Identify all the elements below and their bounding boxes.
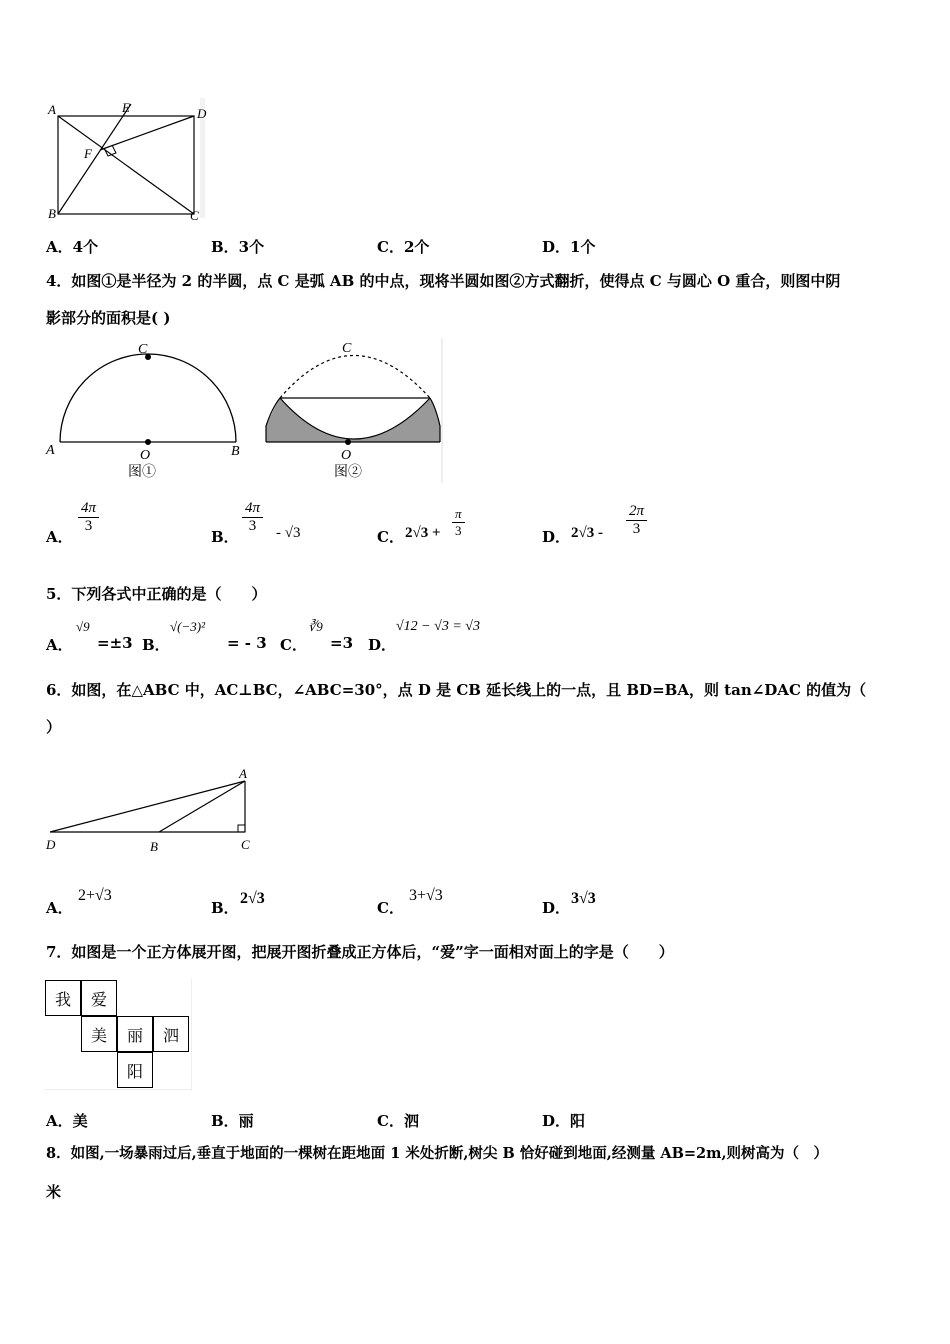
q4-option-b[interactable]: B．	[211, 528, 239, 546]
q6-option-a[interactable]: A．	[46, 899, 73, 917]
frac-den: 3	[84, 518, 93, 534]
q4-option-d-fraction	[626, 503, 647, 538]
label-c: C	[190, 208, 199, 223]
q4-option-c-head: 2√3 +	[405, 525, 441, 541]
frac-den: 3	[248, 518, 257, 534]
q4-stem-line1: 4．如图①是半径为 2 的半圆，点 C 是弧 AB 的中点，现将半圆如图②方式翻折，使得点 C 与圆心 O 重合，则图中阴	[46, 272, 841, 290]
cube-face-4: 丽	[117, 1016, 153, 1052]
q6-stem-line2: ）	[46, 718, 62, 736]
q6-triangle-figure	[40, 762, 270, 862]
q5-option-c[interactable]: C．	[280, 636, 307, 654]
q6-label-c: C	[241, 837, 250, 852]
fig2-label-c: C	[342, 341, 352, 356]
q6-option-d-expr: 3√3	[571, 890, 596, 907]
q7-cube-net	[44, 978, 192, 1090]
label-b: B	[48, 206, 56, 221]
label-a: A	[48, 102, 56, 117]
q3-option-d[interactable]: D．1个	[542, 238, 596, 256]
q5-option-c-result: =3	[330, 634, 354, 652]
q7-stem: 7．如图是一个正方体展开图，把展开图折叠成正方体后，“爱”字一面相对面上的字是（ ）	[46, 943, 674, 961]
q3-option-c[interactable]: C．2个	[377, 238, 430, 256]
q5-option-b[interactable]: B．	[142, 636, 170, 654]
q5-option-d-expr: √12 − √3 = √3	[396, 619, 480, 634]
q7-option-d[interactable]: D．阳	[542, 1112, 586, 1130]
fig1-caption: 图①	[128, 465, 156, 480]
q7-option-c[interactable]: C．泗	[377, 1112, 419, 1130]
q6-label-d: D	[46, 837, 56, 852]
fig1-label-a: A	[46, 443, 55, 458]
q4-option-c-fraction	[452, 506, 465, 539]
q5-option-a[interactable]: A．	[46, 636, 73, 654]
cube-face-ai: 爱	[81, 980, 117, 1016]
q4-figure-2-folded-semicircle	[258, 338, 448, 483]
fig1-label-c: C	[138, 342, 148, 357]
q3-rectangle-figure	[40, 98, 220, 228]
q7-option-b[interactable]: B．丽	[211, 1112, 254, 1130]
q4-option-b-fraction	[242, 500, 263, 535]
cube-face-3: 美	[81, 1016, 117, 1052]
fig1-label-b: B	[231, 444, 240, 459]
q5-option-a-result: =±3	[97, 634, 133, 652]
frac-num: 2π	[626, 503, 647, 521]
q5-option-c-expr: ∛9	[308, 619, 323, 634]
q5-option-b-result: = - 3	[227, 634, 267, 652]
q6-option-a-expr: 2+√3	[78, 887, 112, 904]
frac-num: 4π	[78, 500, 99, 518]
q4-option-d-head: 2√3 -	[571, 525, 603, 541]
fig1-label-o: O	[140, 448, 151, 463]
frac-den: 3	[455, 523, 462, 538]
q6-option-b-expr: 2√3	[240, 890, 265, 907]
fig2-label-o: O	[341, 448, 352, 463]
q3-option-b[interactable]: B．3个	[211, 238, 265, 256]
q4-option-b-tail: - √3	[276, 525, 301, 541]
q4-stem-line2: 影部分的面积是( )	[46, 309, 171, 327]
q4-option-a-fraction	[78, 500, 99, 535]
cube-face-5: 泗	[153, 1016, 189, 1052]
q7-option-a[interactable]: A．美	[46, 1112, 88, 1130]
q4-option-d[interactable]: D．	[542, 528, 571, 546]
q3-option-a[interactable]: A．4个	[46, 238, 99, 256]
cube-face-1: 我	[45, 980, 81, 1016]
q6-stem-line1: 6．如图，在△ABC 中，AC⊥BC，∠ABC=30°，点 D 是 CB 延长线上的一点，且 BD=BA，则 tan∠DAC 的值为（	[46, 681, 867, 699]
q6-label-b: B	[150, 839, 158, 854]
q5-option-b-expr: √(−3)²	[170, 619, 205, 634]
q5-option-d[interactable]: D．	[368, 636, 397, 654]
q6-label-a: A	[239, 766, 247, 781]
q5-stem: 5．下列各式中正确的是（ ）	[46, 585, 267, 603]
q6-option-d[interactable]: D．	[542, 899, 571, 917]
frac-num: 4π	[242, 500, 263, 518]
label-f: F	[84, 146, 92, 161]
q4-option-a[interactable]: A．	[46, 528, 73, 546]
label-e: E	[122, 100, 130, 115]
q4-figure-1-semicircle	[40, 338, 250, 483]
frac-den: 3	[632, 521, 641, 537]
q6-option-b[interactable]: B．	[211, 899, 239, 917]
q5-option-a-expr: √9	[76, 619, 90, 634]
q8-stem-line2: 米	[46, 1183, 62, 1201]
cube-face-6: 阳	[117, 1052, 153, 1088]
q6-option-c[interactable]: C．	[377, 899, 404, 917]
frac-num: π	[452, 506, 465, 523]
q4-option-c[interactable]: C．	[377, 528, 404, 546]
q8-stem-line1: 8．如图,一场暴雨过后,垂直于地面的一棵树在距地面 1 米处折断,树尖 B 恰好碰到地面,经测量 AB=2m,则树高为（ ）	[46, 1145, 828, 1162]
fig2-caption: 图②	[334, 465, 362, 480]
q6-option-c-expr: 3+√3	[409, 887, 443, 904]
label-d: D	[197, 106, 207, 121]
